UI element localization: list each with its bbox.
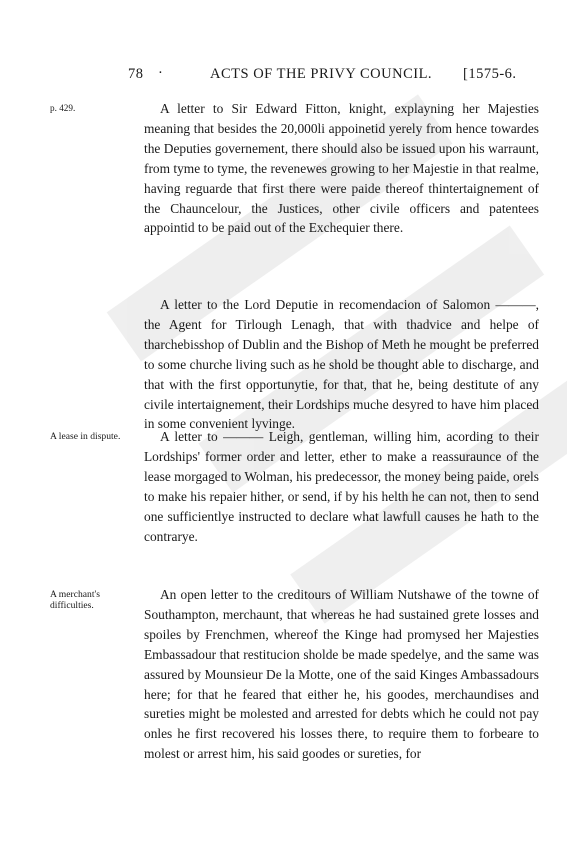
margin-note: A merchant's difficulties. [50,589,100,611]
entry-paragraph [144,585,539,764]
entry-text: A letter to the Lord Deputie in recomendacion of Salomon ———, the Agent for Tirlough Lenagh, that with thadvice and helpe of tharchebisshop of Dublin and the Bishop of Meth he mought be preferred to some churche living such as he shold be thought able to discharge, and that with the first opportunytie, for that, that he, being destitute of any civile intertaignement, their Lordships muche desyred to have him placed in some convenient lyvinge. [144,297,539,432]
entry-paragraph [144,295,539,434]
entry-text: A letter to Sir Edward Fitton, knight, explayning her Majesties meaning that besides the 20,000li appoinetid yerely from hence towardes the Deputies governement, there should also be issued upon his warraunt, from tyme to tyme, the revenewes growing to her Majestie in that realme, having reguarde that first there were paide thereof thintertaignement of the Chauncelour, the Justices, other civile officers and patentees appointid to be paid out of the Exchequier there. [144,101,539,236]
page-header [0,66,567,86]
page-number: 78 [128,66,144,82]
header-year: [1575-6. [463,66,517,82]
entry-paragraph [144,427,539,546]
margin-note: A lease in dispute. [50,431,121,442]
entry-paragraph [144,99,539,238]
running-title: ACTS OF THE PRIVY COUNCIL. [210,66,433,82]
entry-text: A letter to ——— Leigh, gentleman, willing him, acording to their Lordships' former order and letter, ether to make a reassuraunce of the lease morgaged to Wolman, his predecessor, the money being paide, orels to make his repaier hither, or send, if by his helth he can not, then to send one sufficientlye instructed to declare what lawfull causes he hath to the contrarye. [144,429,539,544]
header-separator: · [158,65,164,81]
entry-text: An open letter to the creditours of William Nutshawe of the towne of Southampton, merchaunt, that whereas he had sustained grete losses and spoiles by Frenchmen, whereof the Kinge had promysed her Majesties Embassadour that restitucion sholde be made spedelye, and the same was assured by Mounsieur De la Motte, one of the said Kinges Ambassadours here; for that he feared that either he, his goodes, merchaundises and sureties might be molested and arrested for debts which he could not pay onles he first recovered his losses there, to require them to forbeare to molest or arrest him, his said goodes or sureties, for [144,587,539,762]
margin-note-page-ref: p. 429. [50,103,76,113]
